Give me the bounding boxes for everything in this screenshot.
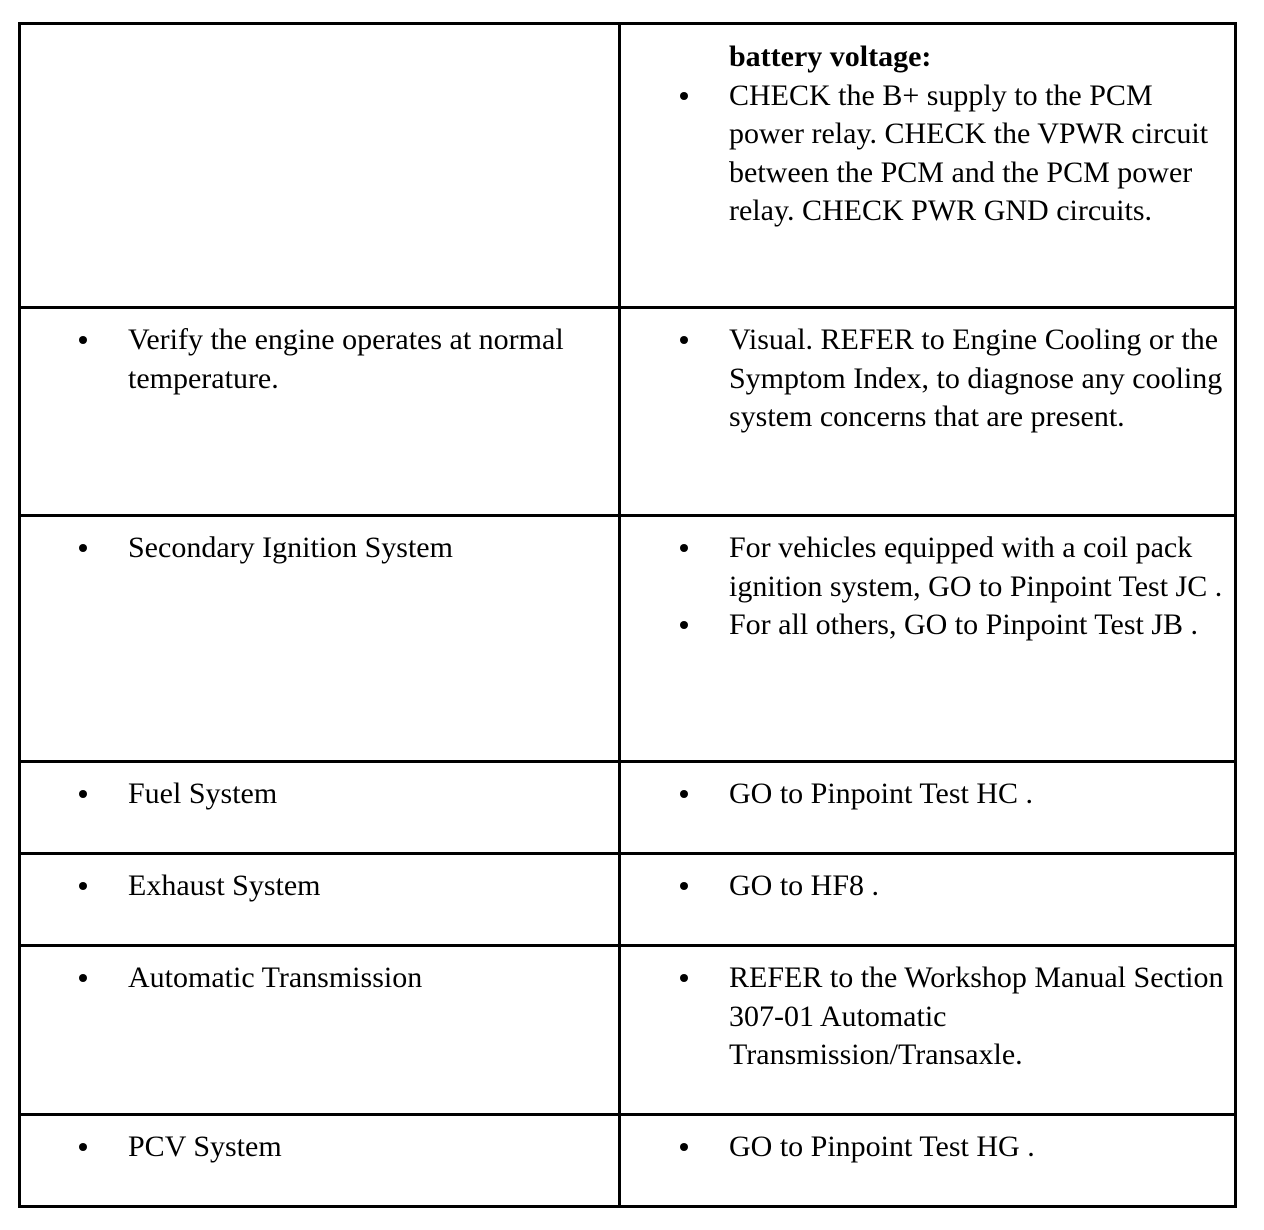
action-cell xyxy=(620,946,1236,1115)
diagnostic-table xyxy=(18,22,1237,1208)
condition-text: Automatic Transmission xyxy=(128,961,423,994)
condition-list xyxy=(128,867,608,906)
condition-list xyxy=(128,529,608,568)
condition-cell xyxy=(20,308,620,516)
bullet-icon xyxy=(680,1143,688,1151)
table-row xyxy=(20,516,1236,762)
action-text: For vehicles equipped with a coil pack ignition system, GO to Pinpoint Test JC . xyxy=(729,531,1223,603)
list-item xyxy=(128,959,608,998)
action-cell xyxy=(620,516,1236,762)
bullet-icon xyxy=(680,790,688,798)
list-item xyxy=(128,321,608,398)
list-item xyxy=(729,606,1230,645)
action-cell xyxy=(620,854,1236,946)
condition-cell xyxy=(20,1115,620,1207)
table-row xyxy=(20,1115,1236,1207)
action-heading: battery voltage: xyxy=(729,40,932,73)
list-item xyxy=(729,867,1230,906)
bullet-icon xyxy=(79,1143,87,1151)
action-list xyxy=(729,959,1230,1075)
action-list xyxy=(729,77,1230,231)
list-item xyxy=(128,1128,608,1167)
condition-list xyxy=(128,959,608,998)
bullet-icon xyxy=(680,336,688,344)
condition-cell xyxy=(20,24,620,308)
bullet-icon xyxy=(79,336,87,344)
bullet-icon xyxy=(680,621,688,629)
table-row xyxy=(20,762,1236,854)
action-cell xyxy=(620,762,1236,854)
condition-cell xyxy=(20,516,620,762)
list-item xyxy=(729,775,1230,814)
bullet-icon xyxy=(680,92,688,100)
list-item xyxy=(128,529,608,568)
condition-list xyxy=(128,1128,608,1167)
bullet-icon xyxy=(79,544,87,552)
condition-cell xyxy=(20,946,620,1115)
list-item xyxy=(729,959,1230,1075)
action-list xyxy=(729,867,1230,906)
condition-text: Fuel System xyxy=(128,777,278,810)
action-list xyxy=(729,1128,1230,1167)
list-item xyxy=(729,1128,1230,1167)
action-cell xyxy=(620,308,1236,516)
bullet-icon xyxy=(79,882,87,890)
condition-text: Verify the engine operates at normal temperature. xyxy=(128,323,564,395)
action-list xyxy=(729,529,1230,645)
table-row xyxy=(20,308,1236,516)
bullet-icon xyxy=(680,544,688,552)
list-item xyxy=(128,867,608,906)
action-cell xyxy=(620,24,1236,308)
action-text: GO to Pinpoint Test HG . xyxy=(729,1130,1035,1163)
action-text: GO to HF8 . xyxy=(729,869,880,902)
action-list xyxy=(729,775,1230,814)
action-cell xyxy=(620,1115,1236,1207)
condition-text: Exhaust System xyxy=(128,869,321,902)
condition-list xyxy=(128,321,608,398)
list-item xyxy=(729,529,1230,606)
condition-cell xyxy=(20,854,620,946)
table-row xyxy=(20,854,1236,946)
bullet-icon xyxy=(680,882,688,890)
action-text: GO to Pinpoint Test HC . xyxy=(729,777,1034,810)
table-row xyxy=(20,24,1236,308)
action-text: Visual. REFER to Engine Cooling or the Symptom Index, to diagnose any cooling system concerns that are present. xyxy=(729,323,1223,433)
bullet-icon xyxy=(680,974,688,982)
bullet-icon xyxy=(79,974,87,982)
action-text: For all others, GO to Pinpoint Test JB . xyxy=(729,608,1199,641)
bullet-icon xyxy=(79,790,87,798)
list-item xyxy=(729,77,1230,231)
list-item xyxy=(128,775,608,814)
condition-cell xyxy=(20,762,620,854)
action-text: REFER to the Workshop Manual Section 307-01 Automatic Transmission/Transaxle. xyxy=(729,961,1224,1071)
list-item xyxy=(729,321,1230,437)
action-text: CHECK the B+ supply to the PCM power relay. CHECK the VPWR circuit between the PCM and the PCM power relay. CHECK PWR GND circuits. xyxy=(729,78,1209,227)
action-list xyxy=(729,321,1230,437)
condition-text: Secondary Ignition System xyxy=(128,531,453,564)
table-row xyxy=(20,946,1236,1115)
condition-list xyxy=(128,775,608,814)
condition-text: PCV System xyxy=(128,1130,282,1163)
